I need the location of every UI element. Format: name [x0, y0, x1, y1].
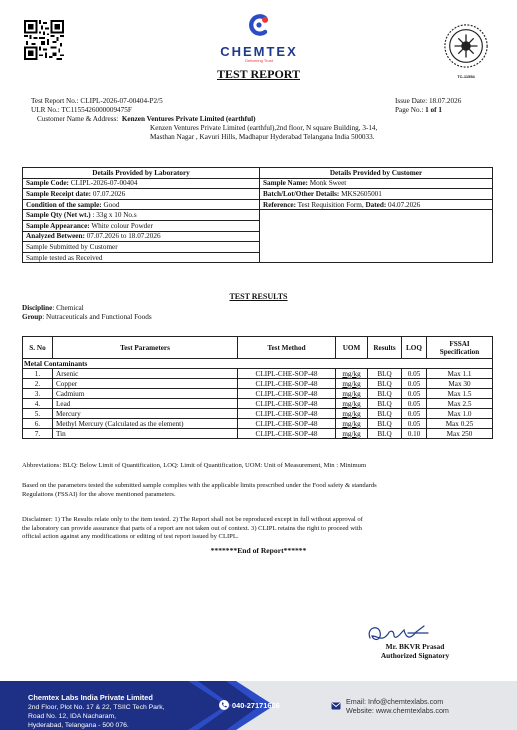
customer-details-heading: Details Provided by Customer — [260, 168, 493, 179]
details-table — [22, 167, 493, 263]
footer-phone[interactable]: 040-27171666 — [232, 701, 280, 710]
table-row: 1. Arsenic CLIPL-CHE-SOP-48 mg/kg BLQ 0.05 Max 1.1 — [23, 369, 493, 379]
ulr-no: ULR No.: TC1155426000009475F — [31, 106, 132, 114]
company-logo — [200, 12, 318, 63]
email-icon — [331, 702, 341, 710]
col-header-method: Test Method — [238, 337, 336, 359]
signatory-name: Mr. BKVR Prasad — [385, 642, 445, 651]
sample-name: Sample Name: Monk Sweet — [260, 178, 493, 189]
table-row: 4. Lead CLIPL-CHE-SOP-48 mg/kg BLQ 0.05 Max 2.5 — [23, 399, 493, 409]
signatory-title: Authorized Signatory — [380, 651, 450, 660]
disclaimer: Disclaimer: 1) The Results relate only to the item tested. 2) The Report shall not be reproduced except in full without approval of the laboratory can provide assurance that parts of a report are not taken out of context. 3) CLIPL retains the right to proceed with official action against any modifications or editing of test report issued by CLIPL. — [22, 516, 363, 541]
col-header-loq: LOQ — [402, 337, 427, 359]
test-results-title: TEST RESULTS — [229, 292, 288, 301]
table-row: 6. Methyl Mercury (Calculated as the element) CLIPL-CHE-SOP-48 mg/kg BLQ 0.05 Max 0.25 — [23, 419, 493, 429]
table-row: 7. Tin CLIPL-CHE-SOP-48 mg/kg BLQ 0.10 Max 250 — [23, 429, 493, 439]
footer-website[interactable]: Website: www.chemtexlabs.com — [346, 706, 449, 715]
sample-receipt-date: Sample Receipt date: 07.07.2026 — [23, 189, 260, 200]
table-row: 3. Cadmium CLIPL-CHE-SOP-48 mg/kg BLQ 0.05 Max 1.5 — [23, 389, 493, 399]
test-report-no: Test Report No.: CLIPL-2026-07-00404-P2/5 — [31, 97, 163, 105]
reference: Reference: Test Requisition Form, Dated: 04.07.2026 — [260, 199, 493, 210]
analyzed-between: Analyzed Between: 07.07.2026 to 18.07.2026 — [23, 231, 260, 242]
col-header-uom: UOM — [336, 337, 368, 359]
col-header-sno: S. No — [23, 337, 53, 359]
lab-details-heading: Details Provided by Laboratory — [23, 168, 260, 179]
footer-company-name: Chemtex Labs India Private Limited — [28, 693, 153, 702]
customer-address-line1: Kenzen Ventures Private Limited (earthful),2nd floor, N square Building, 3-14, — [150, 124, 378, 132]
group: Group: Nutraceuticals and Functional Foods — [22, 313, 152, 321]
qr-code — [24, 20, 64, 60]
customer-name-row: Customer Name & Address: Kenzen Ventures Private Limited (earthful) — [37, 115, 256, 123]
col-header-parameters: Test Parameters — [53, 337, 238, 359]
chemtex-logo-icon — [246, 12, 272, 38]
phone-icon — [219, 700, 229, 710]
sample-submitted: Sample Submitted by Customer — [23, 242, 260, 253]
abbreviations-note: Abbreviations: BLQ: Below Limit of Quantification, LOQ: Limit of Quantification, UOM: Unit of Measurement, Min : Minimum — [22, 462, 367, 469]
accreditation-seal-icon — [442, 22, 490, 70]
footer-address-line1: 2nd Floor, Plot No. 17 & 22, TSIIC Tech Park, — [28, 704, 165, 711]
end-of-report: *******End of Report****** — [210, 546, 307, 555]
logo-wordmark: CHEMTEX — [220, 44, 298, 59]
footer-address-line2: Road No. 12, IDA Nacharam, — [28, 713, 117, 720]
col-header-fssai-spec: FSSAI Specification — [427, 337, 493, 359]
footer-address-line3: Hyderabad, Telangana - 500 076. — [28, 722, 129, 729]
batch-details: Batch/Lot/Other Details: MKS2605001 — [260, 189, 493, 200]
discipline: Discipline: Chemical — [22, 304, 84, 312]
accreditation-cert-number: TC-11554 — [457, 74, 475, 79]
compliance-note: Based on the parameters tested the submitted sample complies with the applicable limits prescribed under the Food safety & standards Regulations (FSSAI) for the above mentioned parameters. — [22, 482, 377, 498]
results-table — [22, 336, 493, 439]
col-header-results: Results — [368, 337, 402, 359]
category-row: Metal Contaminants — [23, 359, 493, 369]
table-row: 2. Copper CLIPL-CHE-SOP-48 mg/kg BLQ 0.05 Max 30 — [23, 379, 493, 389]
page-number: Page No.: 1 of 1 — [395, 106, 442, 114]
logo-tagline: Delivering Trust — [245, 58, 273, 63]
sample-appearance: Sample Appearance: White colour Powder — [23, 220, 260, 231]
footer-email[interactable]: Email: Info@chemtexlabs.com — [346, 697, 444, 706]
table-row: 5. Mercury CLIPL-CHE-SOP-48 mg/kg BLQ 0.05 Max 1.0 — [23, 409, 493, 419]
sample-tested-as: Sample tested as Received — [23, 252, 260, 263]
sample-code: Sample Code: CLIPL-2026-07-00404 — [23, 178, 260, 189]
sample-qty: Sample Qty (Net wt.) : 33g x 10 No.s — [23, 210, 260, 221]
customer-address-line2: Masthan Nagar , Kavuri Hills, Madhapur Hyderabad Telangana India 500033. — [150, 133, 375, 141]
sample-condition: Condition of the sample: Good — [23, 199, 260, 210]
page-title: TEST REPORT — [216, 67, 301, 81]
issue-date: Issue Date: 18.07.2026 — [395, 97, 462, 105]
